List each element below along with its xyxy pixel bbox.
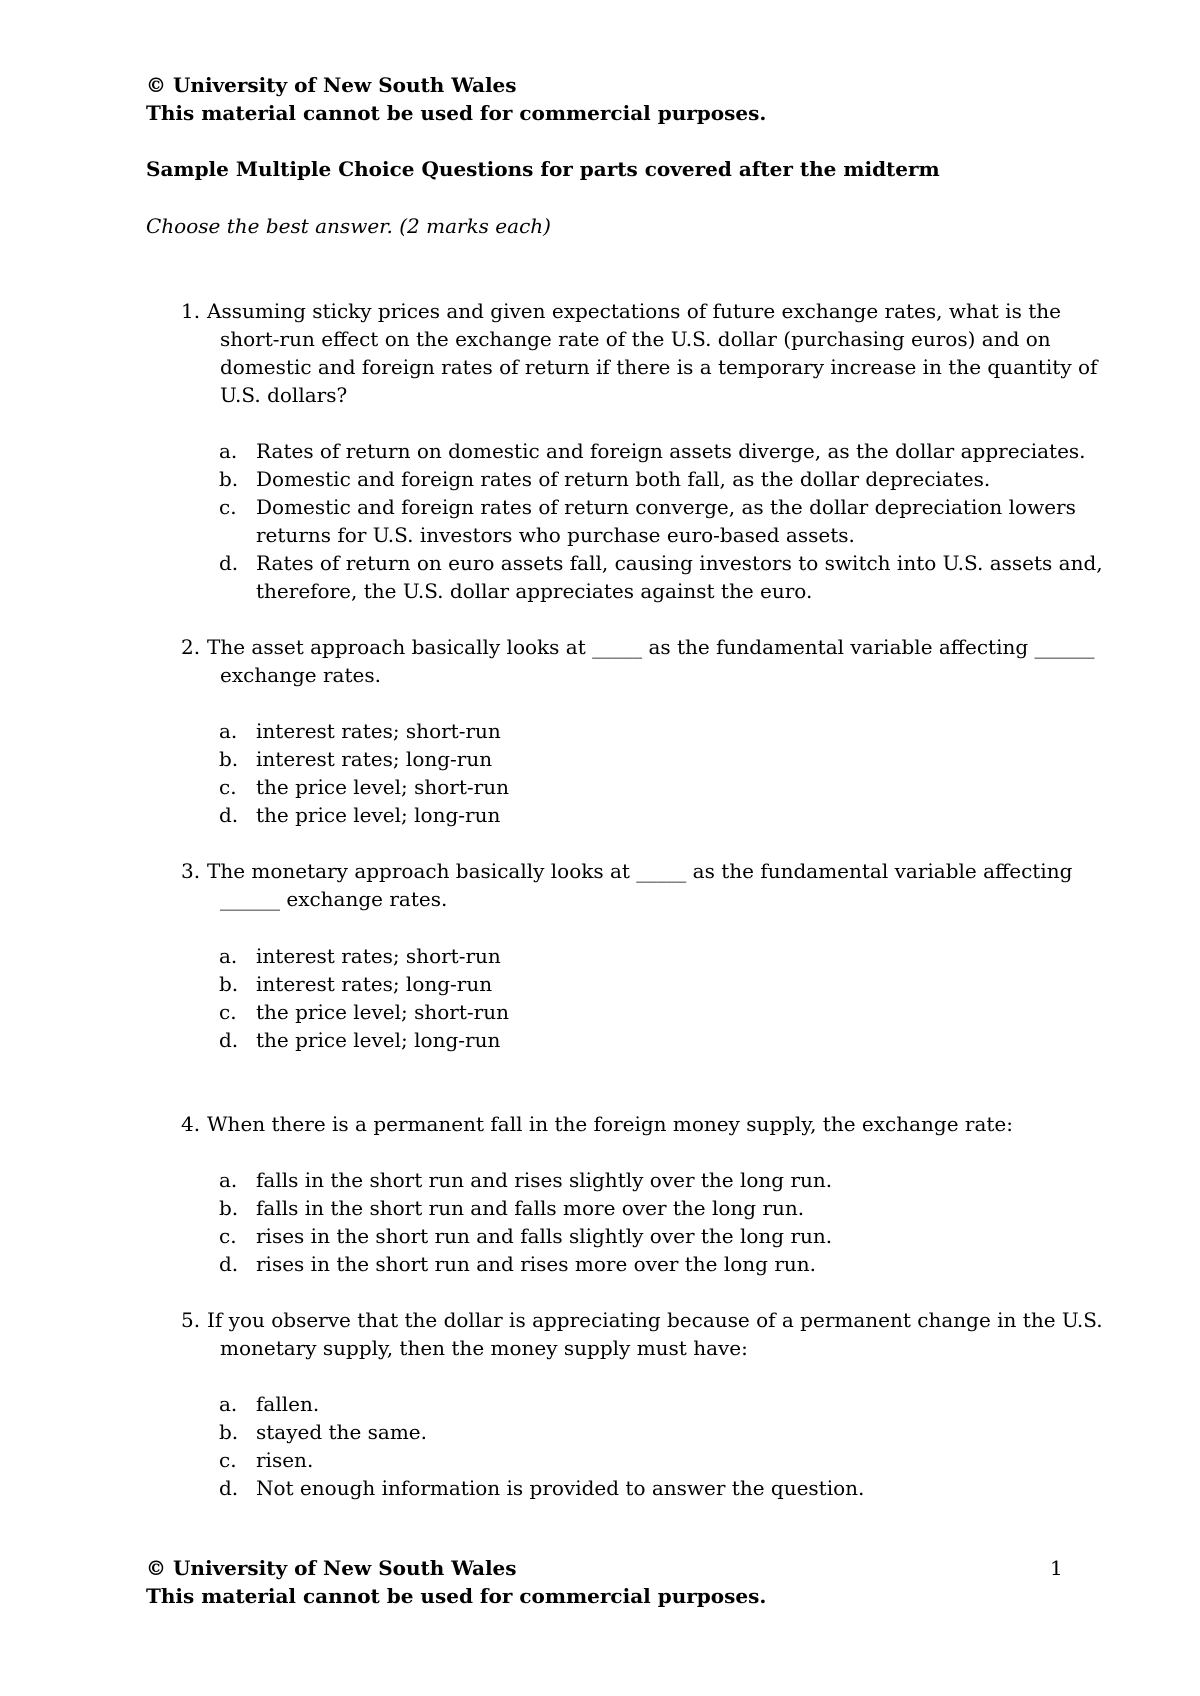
option-letter: b. xyxy=(219,467,239,491)
option-text: Rates of return on euro assets fall, causing investors to switch into U.S. assets and, xyxy=(256,551,1103,575)
option-text: interest rates; short-run xyxy=(256,719,501,743)
option-letter: d. xyxy=(219,1476,239,1500)
option-letter: c. xyxy=(219,1000,237,1024)
option-letter: b. xyxy=(219,972,239,996)
option-text: stayed the same. xyxy=(256,1420,427,1444)
question-text-line: The asset approach basically looks at _____ as the fundamental variable affecting ______ xyxy=(207,635,1095,659)
question-number: 3. xyxy=(181,859,201,883)
option-text: Not enough information is provided to answer the question. xyxy=(256,1476,865,1500)
option-letter: a. xyxy=(219,1392,238,1416)
instruction-text: Choose the best answer. (2 marks each) xyxy=(146,214,551,238)
question-text-line: U.S. dollars? xyxy=(220,383,348,407)
option-text: interest rates; long-run xyxy=(256,972,493,996)
option-letter: b. xyxy=(219,1420,239,1444)
question-text-line: exchange rates. xyxy=(220,663,381,687)
option-text: the price level; short-run xyxy=(256,775,509,799)
option-letter: d. xyxy=(219,1028,239,1052)
option-text: Domestic and foreign rates of return both fall, as the dollar depreciates. xyxy=(256,467,991,491)
option-text: falls in the short run and rises slightly over the long run. xyxy=(256,1168,833,1192)
footer-copyright: © University of New South Wales xyxy=(146,1556,517,1580)
option-text: interest rates; long-run xyxy=(256,747,493,771)
option-letter: b. xyxy=(219,747,239,771)
question-text-line: domestic and foreign rates of return if there is a temporary increase in the quantity of xyxy=(220,355,1098,379)
option-text: Domestic and foreign rates of return converge, as the dollar depreciation lowers xyxy=(256,495,1076,519)
document-title: Sample Multiple Choice Questions for parts covered after the midterm xyxy=(146,157,940,181)
option-letter: c. xyxy=(219,1448,237,1472)
question-number: 2. xyxy=(181,635,201,659)
question-text-line: short-run effect on the exchange rate of the U.S. dollar (purchasing euros) and on xyxy=(220,327,1051,351)
footer-notice: This material cannot be used for commercial purposes. xyxy=(146,1584,767,1608)
option-text: returns for U.S. investors who purchase euro-based assets. xyxy=(256,523,855,547)
option-text: the price level; long-run xyxy=(256,803,501,827)
option-text: therefore, the U.S. dollar appreciates against the euro. xyxy=(256,579,813,603)
option-text: falls in the short run and falls more over the long run. xyxy=(256,1196,805,1220)
question-number: 1. xyxy=(181,299,201,323)
question-number: 5. xyxy=(181,1308,201,1332)
option-text: fallen. xyxy=(256,1392,320,1416)
option-letter: a. xyxy=(219,944,238,968)
header-copyright: © University of New South Wales xyxy=(146,73,517,97)
option-letter: d. xyxy=(219,803,239,827)
option-text: risen. xyxy=(256,1448,314,1472)
option-text: Rates of return on domestic and foreign assets diverge, as the dollar appreciates. xyxy=(256,439,1086,463)
option-letter: d. xyxy=(219,1252,239,1276)
option-text: the price level; short-run xyxy=(256,1000,509,1024)
option-text: rises in the short run and rises more over the long run. xyxy=(256,1252,817,1276)
option-letter: a. xyxy=(219,1168,238,1192)
option-letter: a. xyxy=(219,439,238,463)
option-text: the price level; long-run xyxy=(256,1028,501,1052)
option-letter: d. xyxy=(219,551,239,575)
option-letter: c. xyxy=(219,495,237,519)
option-letter: a. xyxy=(219,719,238,743)
option-letter: c. xyxy=(219,775,237,799)
question-text-line: If you observe that the dollar is appreciating because of a permanent change in the U.S. xyxy=(207,1308,1103,1332)
question-text-line: Assuming sticky prices and given expectations of future exchange rates, what is the xyxy=(207,299,1061,323)
question-text-line: monetary supply, then the money supply must have: xyxy=(220,1336,748,1360)
header-notice: This material cannot be used for commercial purposes. xyxy=(146,101,767,125)
question-text-line: When there is a permanent fall in the foreign money supply, the exchange rate: xyxy=(207,1112,1013,1136)
question-text-line: ______ exchange rates. xyxy=(220,887,448,911)
question-text-line: The monetary approach basically looks at _____ as the fundamental variable affecting xyxy=(207,859,1073,883)
option-text: rises in the short run and falls slightly over the long run. xyxy=(256,1224,833,1248)
question-number: 4. xyxy=(181,1112,201,1136)
option-letter: c. xyxy=(219,1224,237,1248)
option-letter: b. xyxy=(219,1196,239,1220)
option-text: interest rates; short-run xyxy=(256,944,501,968)
page-number: 1 xyxy=(1050,1556,1063,1580)
